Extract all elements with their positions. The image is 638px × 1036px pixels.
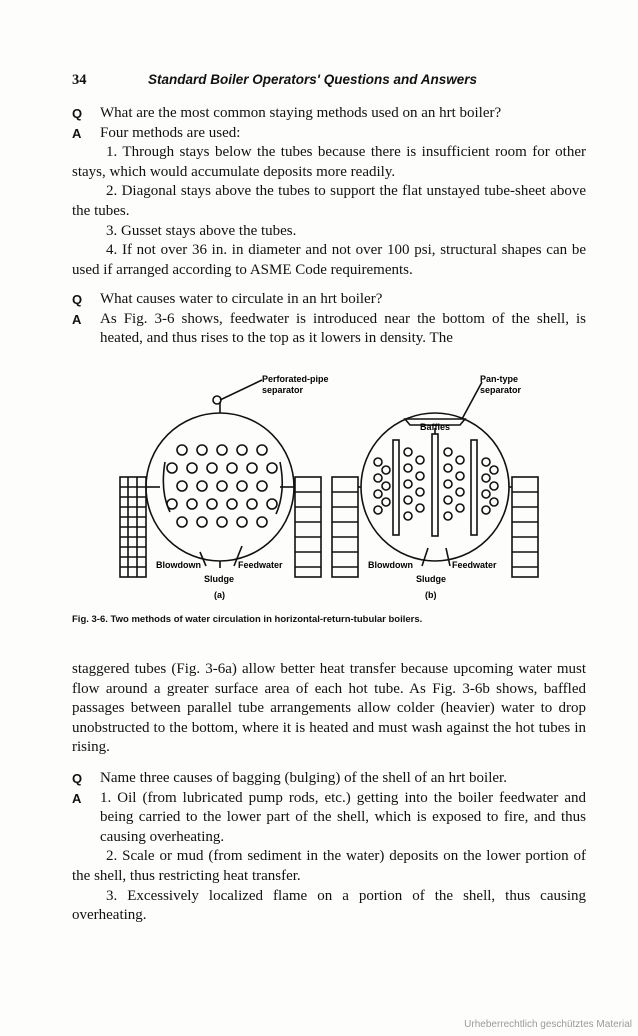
a-marker: A [72,311,82,327]
boiler-shell-b [361,413,509,561]
label-separator-b: separator [480,385,522,395]
q-marker: Q [72,771,83,786]
answer-item: 2. Scale or mud (from sediment in the water) deposits on the lower portion of the shell, thus restricting heat transfer. [72,848,586,884]
boiler-shell-a [146,413,294,561]
qa-staying-methods [72,104,586,280]
answer-item: 3. Excessively localized flame on a portion of the shell, thus causing overheating. [72,887,586,924]
question-text: What are the most common staying methods used on an hrt boiler? [100,105,502,121]
brickwork-b [332,477,538,577]
page-header [72,72,592,89]
answer-text: 1. Oil (from lubricated pump rods, etc.) getting into the boiler feedwater and being carried to the lower part of the shell, which is exposed to fire, and thus causing overheating. [100,789,586,845]
label-blowdown-a: Blowdown [156,560,201,570]
copyright-watermark: Urheberrechtlich geschütztes Material [464,1019,632,1030]
label-blowdown-b: Blowdown [368,560,413,570]
a-marker: A [72,790,82,806]
answer-item: 2. Diagonal stays above the tubes to support the flat unstayed tube-sheet above the tubes. [72,183,586,219]
qa-bagging [72,769,586,926]
label-sub-a: (a) [214,590,225,600]
answer-text: Four methods are used: [100,124,241,141]
answer-item: 4. If not over 36 in. in diameter and not over 100 psi, structural shapes can be used if arranged according to ASME Code requirements. [72,242,586,278]
tubes-a [163,445,282,527]
q-marker: Q [72,106,83,121]
figure-caption: Fig. 3-6. Two methods of water circulation in horizontal-return-tubular boilers. [72,614,423,625]
label-pan-type: Pan-type [480,374,519,384]
answer-text: As Fig. 3-6 shows, feedwater is introduced near the bottom of the shell, is heated, and thus rises to the top as it lowers in density. The [100,310,586,347]
question-text: Name three causes of bagging (bulging) of the shell of an hrt boiler. [100,770,507,786]
answer-item: 3. Gusset stays above the tubes. [106,222,297,239]
label-sub-b: (b) [425,590,437,600]
label-feedwater-a: Feedwater [238,560,283,570]
label-sludge-a: Sludge [204,574,235,584]
q-marker: Q [72,292,83,307]
page-number: 34 [72,72,87,88]
figure-3-6-diagram [110,372,550,612]
continued-paragraph: staggered tubes (Fig. 3-6a) allow better heat transfer because upcoming water must flow around a greater surface area of each hot tube. As Fig. 3-6b shows, baffled passages between parallel tube arrangements allow colder (heavier) water to drop unobstructed to the bottom, where it is heated and must wash against the hot tubes in rising. [72,661,586,756]
label-separator-a: separator [262,385,304,395]
label-feedwater-b: Feedwater [452,560,497,570]
label-sludge-b: Sludge [416,574,447,584]
running-title: Standard Boiler Operators' Questions and Answers [148,72,478,87]
answer-item: 1. Through stays below the tubes because there is insufficient room for other stays, which would accumulate deposits more readily. [72,144,586,180]
label-perforated-pipe: Perforated-pipe [262,374,329,384]
qa-circulation [72,290,586,349]
a-marker: A [72,125,82,141]
label-baffles: Baffles [420,422,451,432]
question-text: What causes water to circulate in an hrt boiler? [100,291,383,307]
